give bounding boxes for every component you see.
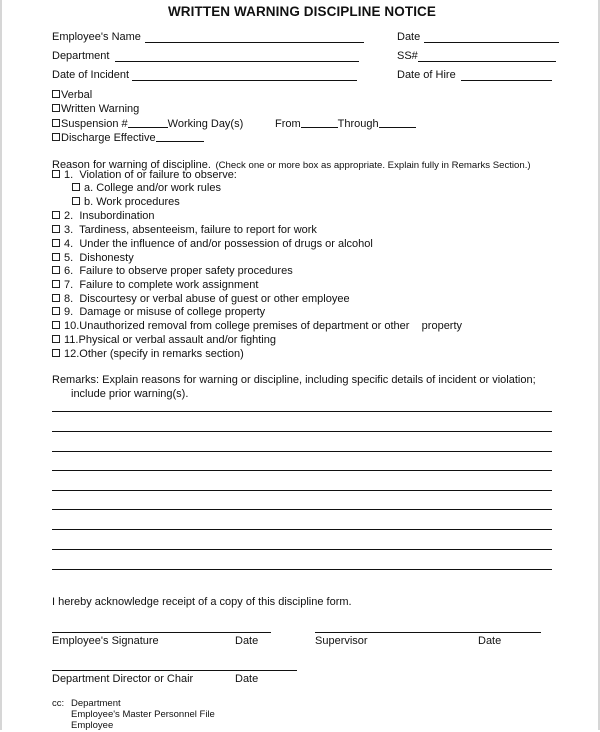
reason-number: 9. <box>64 306 74 318</box>
department-field[interactable] <box>115 61 359 62</box>
reason-number: a. <box>84 182 94 194</box>
reason-number: 10. <box>64 320 80 332</box>
date-field[interactable] <box>424 42 559 43</box>
reason-label: Discourtesy or verbal abuse of guest or other employee <box>79 293 350 305</box>
verbal-checkbox[interactable] <box>52 90 60 98</box>
cc-recipient: Department <box>71 698 121 709</box>
reason-label: Work procedures <box>96 196 180 208</box>
reason-label: Under the influence of and/or possession of drugs or alcohol <box>79 238 373 250</box>
remarks-instruction-cont: include prior warning(s). <box>71 388 189 400</box>
discharge-label: Discharge Effective <box>61 132 156 144</box>
reason-checkbox[interactable] <box>52 335 60 343</box>
from-label: From <box>275 118 301 130</box>
acknowledgement-text: I hereby acknowledge receipt of a copy of this discipline form. <box>52 596 352 608</box>
reason-checkbox[interactable] <box>52 225 60 233</box>
reason-label: Failure to complete work assignment <box>79 279 259 291</box>
through-label: Through <box>337 118 379 130</box>
reason-number: 4. <box>64 238 74 250</box>
reason-item-5[interactable] <box>52 252 134 265</box>
reason-checkbox[interactable] <box>52 253 60 261</box>
reason-number: 7. <box>64 279 74 291</box>
reason-item-11[interactable] <box>52 334 276 347</box>
reason-checkbox[interactable] <box>52 307 60 315</box>
reason-item-1[interactable] <box>52 169 237 182</box>
reason-item-7[interactable] <box>52 279 258 292</box>
reason-item-12[interactable] <box>52 348 244 361</box>
reason-checkbox[interactable] <box>72 197 80 205</box>
written-warning-checkbox[interactable] <box>52 104 60 112</box>
reason-item-8[interactable] <box>52 293 350 306</box>
discharge-date-field[interactable] <box>156 131 204 142</box>
reason-checkbox[interactable] <box>52 266 60 274</box>
reason-checkbox[interactable] <box>52 239 60 247</box>
remarks-line[interactable] <box>52 490 552 491</box>
remarks-line[interactable] <box>52 470 552 471</box>
page-title: WRITTEN WARNING DISCIPLINE NOTICE <box>167 4 437 19</box>
reason-item-4[interactable] <box>52 238 373 251</box>
supervisor-date-label: Date <box>478 635 502 647</box>
employee-signature-line[interactable] <box>52 632 271 633</box>
from-field[interactable] <box>301 117 338 128</box>
ss-label: SS# <box>397 50 418 62</box>
date-of-incident-field[interactable] <box>132 80 357 81</box>
reason-item-10[interactable] <box>52 320 462 333</box>
cc-recipient: Employee's Master Personnel File <box>71 709 215 720</box>
remarks-line[interactable] <box>52 411 552 412</box>
reason-label: Violation of or failure to observe: <box>79 169 237 181</box>
employee-date-label: Date <box>235 635 259 647</box>
verbal-option[interactable] <box>52 89 92 102</box>
ss-field[interactable] <box>418 61 556 62</box>
reason-label: Damage or misuse of college property <box>79 306 266 318</box>
suspension-checkbox[interactable] <box>52 119 60 127</box>
reason-checkbox[interactable] <box>52 321 60 329</box>
discharge-option[interactable] <box>52 131 204 145</box>
reasons-heading-text: Reason for warning of discipline. <box>52 159 211 171</box>
remarks-instruction: Remarks: Explain reasons for warning or discipline, including specific details of incident or violation; <box>52 374 536 386</box>
working-days-label: Working Day(s) <box>167 118 244 130</box>
supervisor-signature-line[interactable] <box>315 632 541 633</box>
reason-item-9[interactable] <box>52 306 265 319</box>
remarks-line[interactable] <box>52 451 552 452</box>
reason-label: Dishonesty <box>79 252 134 264</box>
remarks-line[interactable] <box>52 569 552 570</box>
written-warning-option[interactable] <box>52 103 139 116</box>
reason-number: b. <box>84 196 94 208</box>
supervisor-label: Supervisor <box>315 635 368 647</box>
reason-number: 11. <box>64 334 79 346</box>
reason-label: College and/or work rules <box>96 182 221 194</box>
suspension-label: Suspension # <box>61 118 128 130</box>
reason-item-1b[interactable] <box>72 196 180 209</box>
reason-number: 6. <box>64 265 74 277</box>
reason-checkbox[interactable] <box>52 211 60 219</box>
reason-number: 8. <box>64 293 74 305</box>
date-of-hire-field[interactable] <box>461 80 552 81</box>
suspension-number-field[interactable] <box>128 117 168 128</box>
remarks-line[interactable] <box>52 431 552 432</box>
reason-checkbox[interactable] <box>52 294 60 302</box>
reason-number: 1. <box>64 169 74 181</box>
written-warning-label: Written Warning <box>61 103 140 115</box>
date-of-incident-label: Date of Incident <box>52 69 130 81</box>
verbal-label: Verbal <box>61 89 93 101</box>
reason-checkbox[interactable] <box>52 349 60 357</box>
date-of-hire-label: Date of Hire <box>397 69 456 81</box>
remarks-line[interactable] <box>52 549 552 550</box>
employee-signature-label: Employee's Signature <box>52 635 159 647</box>
reason-label: Other (specify in remarks section) <box>79 348 244 360</box>
department-label: Department <box>52 50 110 62</box>
director-label: Department Director or Chair <box>52 673 194 685</box>
director-date-label: Date <box>235 673 259 685</box>
reason-number: 2. <box>64 210 74 222</box>
reason-number: 5. <box>64 252 74 264</box>
reason-number: 3. <box>64 224 74 236</box>
date-label: Date <box>397 31 421 43</box>
reason-checkbox[interactable] <box>52 280 60 288</box>
reason-label: Insubordination <box>79 210 155 222</box>
remarks-line[interactable] <box>52 529 552 530</box>
reason-label: Unauthorized removal from college premises of department or other property <box>79 320 463 332</box>
remarks-line[interactable] <box>52 509 552 510</box>
employee-name-field[interactable] <box>145 42 364 43</box>
reason-label: Failure to observe proper safety procedures <box>79 265 293 277</box>
employee-name-label: Employee's Name <box>52 31 141 43</box>
reason-label: Physical or verbal assault and/or fighting <box>78 334 276 346</box>
cc-label: cc: <box>52 698 65 709</box>
reason-item-2[interactable] <box>52 210 155 223</box>
suspension-option[interactable] <box>52 117 243 131</box>
director-signature-line[interactable] <box>52 670 297 671</box>
reason-label: Tardiness, absenteeism, failure to report for work <box>79 224 317 236</box>
reason-checkbox[interactable] <box>52 170 60 178</box>
reason-item-1a[interactable] <box>72 182 221 195</box>
from-through-row <box>275 117 416 131</box>
discharge-checkbox[interactable] <box>52 133 60 141</box>
through-field[interactable] <box>379 117 416 128</box>
reasons-instruction: (Check one or more box as appropriate. Explain fully in Remarks Section.) <box>215 160 531 171</box>
reason-number: 12. <box>64 348 80 360</box>
reason-checkbox[interactable] <box>72 183 80 191</box>
reason-item-3[interactable] <box>52 224 317 237</box>
cc-recipient: Employee <box>71 720 114 731</box>
reason-item-6[interactable] <box>52 265 293 278</box>
